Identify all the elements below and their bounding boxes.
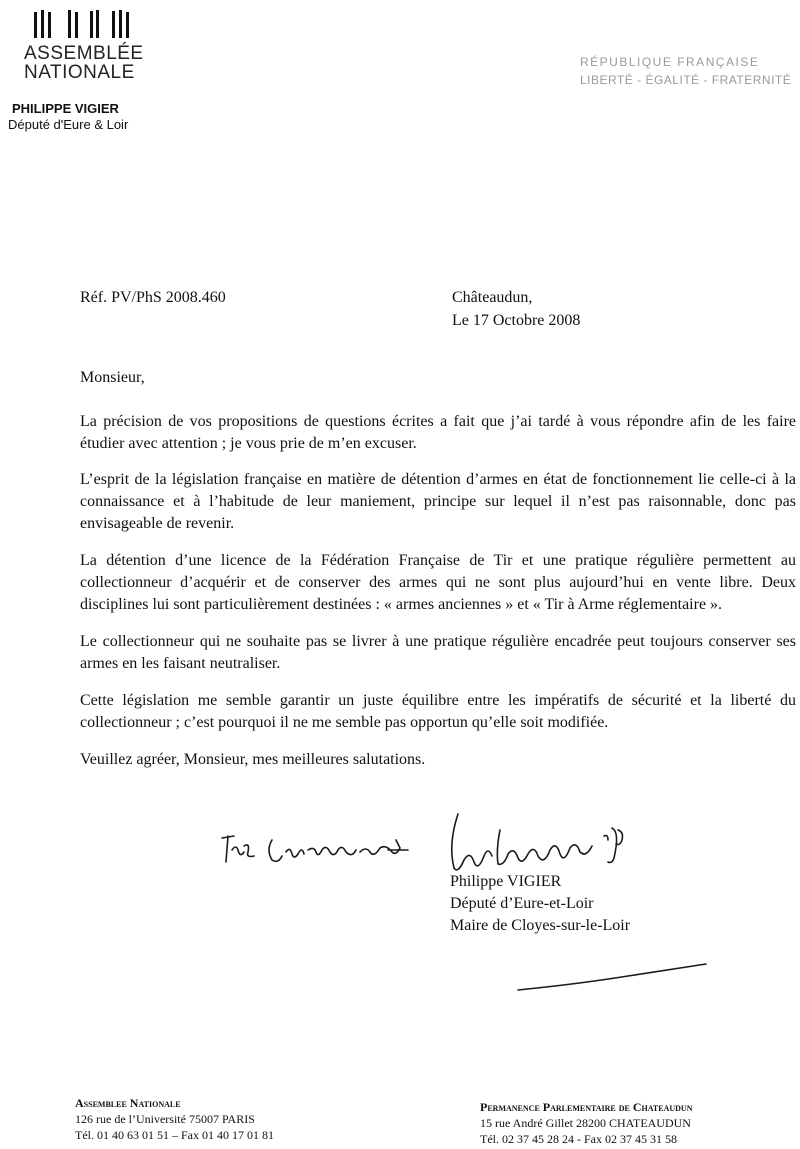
signature-flourish <box>510 960 710 1000</box>
footer-chateaudun-address <box>480 1099 693 1147</box>
republic-motto: LIBERTÉ - ÉGALITÉ - FRATERNITÉ <box>580 73 792 87</box>
salutation: Monsieur, <box>80 369 145 386</box>
paragraph-5: Cette législation me semble garantir un juste équilibre entre les impératifs de sécurité et la liberté du collectionneur ; c’est pourquoi il ne me semble pas opportun qu’elle soit modifiée. <box>80 692 796 731</box>
institution-name <box>24 44 144 82</box>
institution-line-1: ASSEMBLÉE <box>24 43 144 64</box>
republic-header: RÉPUBLIQUE FRANÇAISE <box>580 55 760 69</box>
footer-right-phone: Tél. 02 37 45 28 24 - Fax 02 37 45 31 58 <box>480 1132 677 1146</box>
letter-date: Le 17 Octobre 2008 <box>452 312 581 329</box>
handwritten-signature <box>210 800 690 880</box>
deputy-title: Député d'Eure & Loir <box>8 117 129 132</box>
letter-reference: Réf. PV/PhS 2008.460 <box>80 289 226 306</box>
letter-place: Châteaudun, <box>452 289 533 306</box>
paragraph-3: La détention d’une licence de la Fédération Française de Tir et une pratique régulière permettent au collectionneur d’acquérir et de conserver des armes qui ne sont plus aujourd’hui en vente libre. Deux disciplines lui sont particulièrement destinées : « armes anciennes » et « Tir à Arme réglementaire ». <box>80 552 796 613</box>
signatory-name: Philippe VIGIER <box>450 873 562 890</box>
closing-line: Veuillez agréer, Monsieur, mes meilleures salutations. <box>80 751 426 768</box>
signatory-mayor-title: Maire de Cloyes-sur-le-Loir <box>450 917 631 934</box>
footer-right-address: 15 rue André Gillet 28200 CHATEAUDUN <box>480 1116 691 1130</box>
institution-line-2: NATIONALE <box>24 62 135 83</box>
footer-left-phone: Tél. 01 40 63 01 51 – Fax 01 40 17 01 81 <box>75 1128 274 1142</box>
footer-paris-address <box>75 1095 274 1143</box>
signatory-title: Député d’Eure-et-Loir <box>450 895 594 912</box>
assemblee-logo <box>32 8 132 40</box>
paragraph-1: La précision de vos propositions de questions écrites a fait que j’ai tardé à vous répondre afin de les faire étudier avec attention ; je vous prie de m’en excuser. <box>80 413 796 452</box>
footer-right-title: Permanence Parlementaire de Chateaudun <box>480 1100 693 1114</box>
paragraph-2: L’esprit de la législation française en matière de détention d’armes en état de fonctionnement lie celle-ci à la connaissance et à l’habitude de leur maniement, principe sur lequel il n’est pas raisonnable, donc pas envisageable de revenir. <box>80 471 796 532</box>
paragraph-4: Le collectionneur qui ne souhaite pas se livrer à une pratique régulière encadrée peut toujours conserver ses armes en les faisant neutraliser. <box>80 633 796 672</box>
deputy-name: PHILIPPE VIGIER <box>12 101 119 116</box>
footer-left-address: 126 rue de l’Université 75007 PARIS <box>75 1112 255 1126</box>
footer-left-title: Assemblee Nationale <box>75 1096 181 1110</box>
